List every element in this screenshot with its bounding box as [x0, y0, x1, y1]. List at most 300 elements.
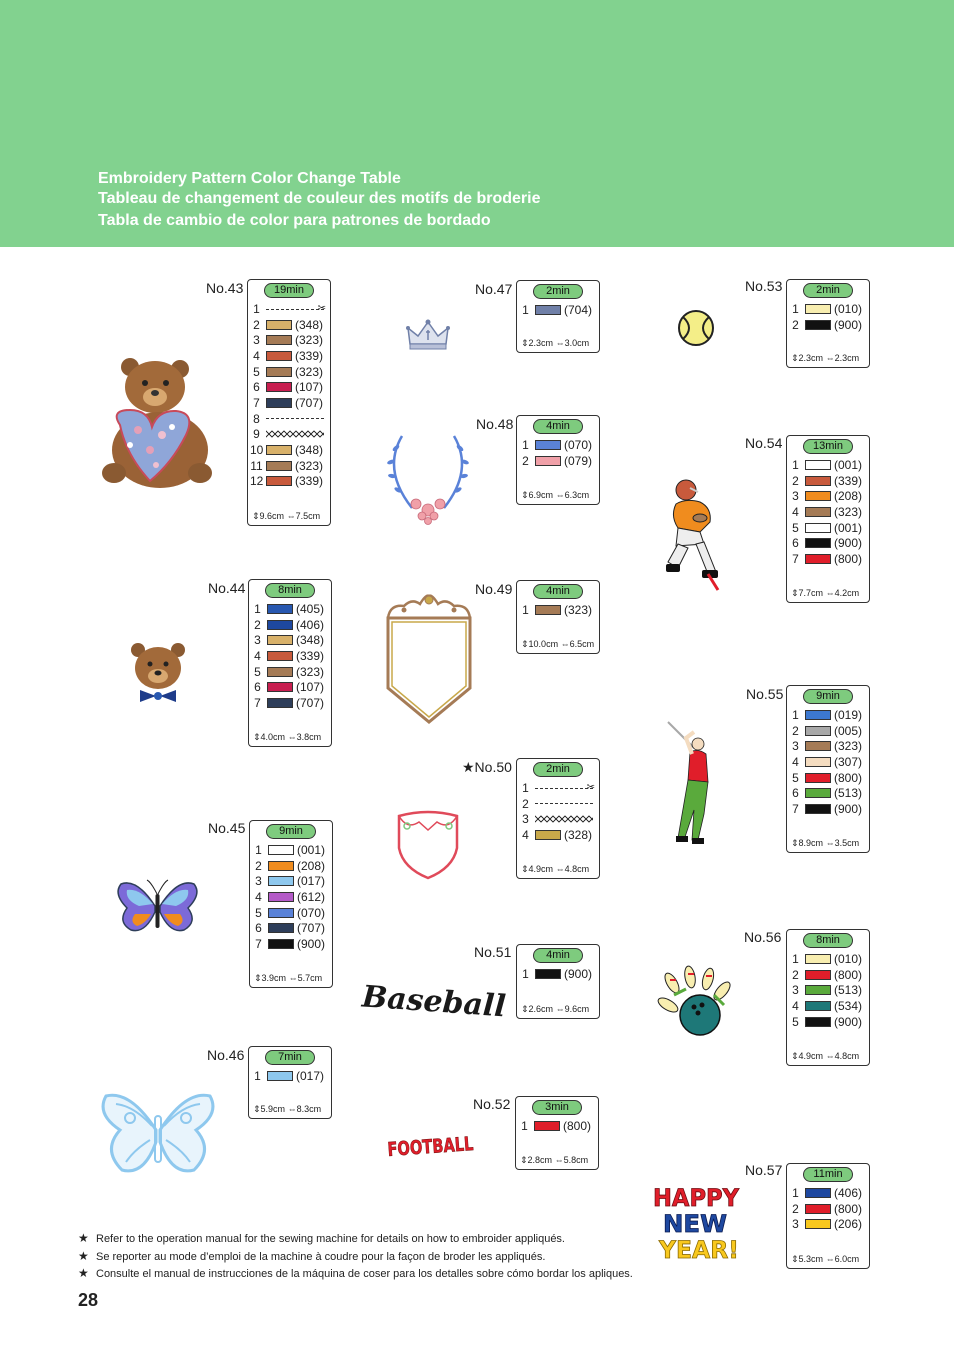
scissors-icon: ✂ [586, 781, 595, 793]
pattern-width: 5.7cm [297, 973, 323, 983]
height-arrow-icon: ⇕ [521, 639, 529, 649]
step-number: 1 [522, 966, 529, 981]
color-row [789, 535, 867, 551]
thread-code: (001) [297, 842, 326, 857]
color-row [251, 1068, 329, 1084]
thread-color-swatch [268, 892, 294, 902]
height-arrow-icon: ⇕ [520, 1155, 528, 1165]
step-number: 1 [792, 1185, 799, 1200]
pattern-height: 6.9cm [528, 490, 554, 500]
pattern-label-54: No.54 [745, 435, 783, 451]
thread-code: (323) [564, 602, 593, 617]
step-number: 5 [792, 1014, 799, 1029]
pattern-label-49: No.49 [475, 581, 513, 597]
title-french: Tableau de changement de couleur des motifs de broderie [98, 190, 541, 207]
step-number: 1 [254, 1068, 261, 1083]
cutting-line [535, 781, 595, 793]
pattern-width: 4.8cm [564, 864, 590, 874]
width-arrow-icon: ⇔ [553, 864, 565, 874]
width-arrow-icon: ⇔ [552, 1155, 564, 1165]
width-arrow-icon: ⇔ [823, 1051, 835, 1061]
color-row [250, 301, 328, 317]
thread-code: (348) [295, 317, 324, 332]
thread-color-swatch [805, 757, 831, 767]
color-row [252, 920, 330, 936]
thread-color-swatch [535, 440, 561, 450]
step-number: 6 [792, 786, 799, 801]
color-row [251, 617, 329, 633]
step-number: 7 [792, 551, 799, 566]
thread-code: (800) [834, 551, 863, 566]
thread-code: (323) [834, 739, 863, 754]
step-number: 9 [253, 427, 260, 442]
color-list [519, 437, 597, 468]
pattern-size [521, 864, 589, 875]
color-list [789, 457, 867, 567]
thread-color-swatch [805, 507, 831, 517]
thread-color-swatch [805, 523, 831, 533]
thread-color-swatch [266, 445, 292, 455]
color-row [252, 905, 330, 921]
svg-text:Baseball: Baseball [360, 979, 507, 1025]
time-badge: 4min [533, 584, 583, 599]
small-bear-image [128, 640, 188, 702]
applique-shield-image [393, 808, 463, 880]
time-badge: 13min [803, 439, 853, 454]
crown-image [406, 318, 450, 350]
pattern-width: 2.3cm [834, 353, 860, 363]
zigzag-stitch-line [535, 815, 593, 823]
thread-code: (001) [834, 457, 863, 472]
color-row [251, 679, 329, 695]
thread-color-swatch [805, 1001, 831, 1011]
scissors-icon: ✂ [317, 302, 326, 314]
color-row [519, 453, 597, 469]
thread-color-swatch [805, 1188, 831, 1198]
color-list [518, 1118, 596, 1134]
color-row [519, 437, 597, 453]
time-badge: 2min [533, 762, 583, 777]
thread-code: (900) [834, 536, 863, 551]
step-number: 2 [522, 796, 529, 811]
step-number: 4 [522, 827, 529, 842]
pattern-height: 4.9cm [798, 1051, 824, 1061]
step-number: 2 [522, 453, 529, 468]
thread-color-swatch [268, 923, 294, 933]
step-number: 6 [253, 380, 260, 395]
step-number: 1 [522, 437, 529, 452]
pattern-size [791, 1051, 859, 1062]
color-row [789, 770, 867, 786]
blue-butterfly-outline-image [100, 1090, 216, 1178]
color-card-46 [248, 1046, 332, 1119]
pattern-height: 2.8cm [527, 1155, 553, 1165]
star-icon: ★ [78, 1249, 89, 1263]
cutting-line [266, 302, 326, 314]
thread-code: (019) [834, 707, 863, 722]
thread-color-swatch [805, 476, 831, 486]
width-arrow-icon: ⇔ [823, 353, 835, 363]
color-row [789, 520, 867, 536]
thread-color-swatch [805, 1219, 831, 1229]
step-number: 2 [254, 617, 261, 632]
thread-code: (900) [834, 1014, 863, 1029]
color-card-49 [516, 580, 600, 654]
thread-color-swatch [805, 804, 831, 814]
pattern-label-52: No.52 [473, 1096, 511, 1112]
height-arrow-icon: ⇕ [253, 732, 261, 742]
pattern-label-56: No.56 [744, 929, 782, 945]
thread-color-swatch [805, 710, 831, 720]
pattern-height: 8.9cm [798, 838, 824, 848]
step-number: 8 [253, 411, 260, 426]
thread-color-swatch [267, 635, 293, 645]
step-number: 7 [253, 395, 260, 410]
color-list [789, 1185, 867, 1232]
width-arrow-icon: ⇔ [558, 639, 570, 649]
thread-code: (323) [296, 664, 325, 679]
pattern-size [791, 838, 859, 849]
thread-code: (339) [295, 474, 324, 489]
pattern-width: 6.5cm [569, 639, 595, 649]
step-number: 5 [792, 520, 799, 535]
step-number: 2 [792, 723, 799, 738]
pattern-height: 5.9cm [260, 1104, 286, 1114]
thread-code: (070) [297, 905, 326, 920]
thread-color-swatch [267, 1071, 293, 1081]
color-row [519, 811, 597, 827]
happy-new-year-image [651, 1180, 743, 1262]
thread-code: (328) [564, 827, 593, 842]
time-badge: 4min [533, 419, 583, 434]
step-number: 2 [255, 858, 262, 873]
step-number: 2 [792, 473, 799, 488]
thread-code: (339) [295, 348, 324, 363]
color-row [519, 827, 597, 843]
step-number: 4 [255, 889, 262, 904]
pattern-height: 3.9cm [261, 973, 287, 983]
step-number: 2 [792, 967, 799, 982]
bowling-pins-ball-image [660, 965, 734, 1039]
placement-line [266, 418, 324, 419]
tennis-ball-image [677, 309, 715, 347]
pattern-size [520, 1155, 588, 1166]
step-number: 5 [254, 664, 261, 679]
thread-color-swatch [805, 985, 831, 995]
step-number: 3 [792, 983, 799, 998]
thread-code: (707) [296, 695, 325, 710]
color-row [789, 951, 867, 967]
thread-color-swatch [268, 861, 294, 871]
color-row [789, 801, 867, 817]
thread-code: (070) [564, 437, 593, 452]
pattern-height: 2.3cm [528, 338, 554, 348]
page-number: 28 [78, 1290, 99, 1310]
svg-text:FOOTBALL: FOOTBALL [386, 1131, 500, 1161]
color-row [252, 889, 330, 905]
width-arrow-icon: ⇔ [285, 732, 297, 742]
color-row [252, 936, 330, 952]
color-row [250, 458, 328, 474]
thread-code: (348) [296, 633, 325, 648]
color-row [519, 796, 597, 812]
color-list [251, 601, 329, 711]
pattern-size [521, 639, 594, 650]
height-arrow-icon: ⇕ [521, 864, 529, 874]
pattern-size [254, 973, 322, 984]
thread-code: (001) [834, 520, 863, 535]
thread-code: (208) [834, 489, 863, 504]
thread-code: (900) [834, 801, 863, 816]
height-arrow-icon: ⇕ [791, 838, 799, 848]
thread-code: (513) [834, 786, 863, 801]
step-number: 5 [255, 905, 262, 920]
footnote-english: ★ Refer to the operation manual for the sewing machine for details on how to embroider appliqués. [78, 1231, 565, 1245]
thread-code: (107) [296, 680, 325, 695]
thread-code: (010) [834, 951, 863, 966]
color-row [250, 332, 328, 348]
color-card-54 [786, 435, 870, 603]
pattern-label-55: No.55 [746, 686, 784, 702]
width-arrow-icon: ⇔ [553, 1004, 565, 1014]
pattern-height: 2.6cm [528, 1004, 554, 1014]
color-card-43 [247, 279, 331, 526]
title-spanish: Tabla de cambio de color para patrones de bordado [98, 212, 491, 229]
thread-code: (513) [834, 983, 863, 998]
star-icon: ★ [78, 1266, 89, 1280]
time-badge: 2min [533, 284, 583, 299]
time-badge: 8min [803, 933, 853, 948]
header-banner [0, 0, 954, 247]
thread-color-swatch [266, 335, 292, 345]
color-card-56 [786, 929, 870, 1066]
color-list [789, 951, 867, 1029]
pattern-size [521, 338, 589, 349]
step-number: 3 [253, 333, 260, 348]
color-card-44 [248, 579, 332, 747]
step-number: 5 [253, 364, 260, 379]
height-arrow-icon: ⇕ [791, 588, 799, 598]
thread-code: (206) [834, 1217, 863, 1232]
thread-color-swatch [266, 476, 292, 486]
color-list [789, 301, 867, 332]
pattern-label-53: No.53 [745, 278, 783, 294]
width-arrow-icon: ⇔ [286, 973, 298, 983]
thread-color-swatch [267, 620, 293, 630]
thread-code: (704) [564, 302, 593, 317]
step-number: 4 [792, 998, 799, 1013]
step-number: 4 [792, 504, 799, 519]
time-badge: 2min [803, 283, 853, 298]
color-row [789, 317, 867, 333]
thread-code: (208) [297, 858, 326, 873]
color-row [251, 632, 329, 648]
width-arrow-icon: ⇔ [823, 1254, 835, 1264]
time-badge: 8min [265, 583, 315, 598]
pattern-size [521, 1004, 589, 1015]
time-badge: 3min [532, 1100, 582, 1115]
color-row [789, 301, 867, 317]
teddy-bear-heart-image [100, 355, 215, 490]
color-card-51 [516, 944, 600, 1019]
step-number: 3 [792, 489, 799, 504]
pattern-height: 4.0cm [260, 732, 286, 742]
thread-code: (405) [296, 601, 325, 616]
width-arrow-icon: ⇔ [285, 1104, 297, 1114]
baseball-script-image [358, 975, 507, 1025]
thread-code: (406) [296, 617, 325, 632]
thread-color-swatch [535, 969, 561, 979]
footnote-french: ★ Se reporter au mode d’emploi de la machine à coudre pour la façon de broder les appliqués. [78, 1249, 546, 1263]
color-card-52 [515, 1096, 599, 1170]
football-text-image [383, 1115, 500, 1167]
golfer-image [664, 718, 728, 848]
color-list [519, 966, 597, 982]
pattern-width: 6.0cm [834, 1254, 860, 1264]
color-list [519, 602, 597, 618]
football-player-image [662, 478, 730, 596]
color-list [251, 1068, 329, 1084]
step-number: 4 [792, 754, 799, 769]
step-number: 6 [792, 536, 799, 551]
step-number: 1 [522, 780, 529, 795]
thread-color-swatch [805, 320, 831, 330]
step-number: 1 [522, 302, 529, 317]
color-card-48 [516, 415, 600, 505]
color-row [252, 873, 330, 889]
color-row [251, 664, 329, 680]
svg-text:HAPPY: HAPPY [653, 1184, 740, 1212]
thread-color-swatch [805, 1204, 831, 1214]
pattern-label-47: No.47 [475, 281, 513, 297]
thread-color-swatch [266, 398, 292, 408]
thread-code: (348) [295, 443, 324, 458]
thread-color-swatch [805, 1017, 831, 1027]
thread-color-swatch [535, 830, 561, 840]
thread-color-swatch [266, 351, 292, 361]
thread-color-swatch [805, 954, 831, 964]
pattern-label-51: No.51 [474, 944, 512, 960]
color-row [789, 754, 867, 770]
thread-color-swatch [268, 908, 294, 918]
thread-code: (010) [834, 301, 863, 316]
color-row [789, 1185, 867, 1201]
step-number: 7 [255, 936, 262, 951]
pattern-width: 3.0cm [564, 338, 590, 348]
thread-color-swatch [805, 788, 831, 798]
color-list [519, 780, 597, 843]
time-badge: 7min [265, 1050, 315, 1065]
time-badge: 9min [803, 689, 853, 704]
thread-code: (307) [834, 754, 863, 769]
placement-line [535, 803, 593, 804]
pattern-width: 6.3cm [564, 490, 590, 500]
color-row [789, 551, 867, 567]
pattern-height: 10.0cm [528, 639, 559, 649]
pattern-label-43: No.43 [206, 280, 244, 296]
step-number: 3 [255, 874, 262, 889]
pattern-size [791, 588, 859, 599]
color-row [789, 967, 867, 983]
pattern-width: 4.2cm [834, 588, 860, 598]
thread-code: (323) [834, 504, 863, 519]
color-row [789, 1216, 867, 1232]
height-arrow-icon: ⇕ [254, 973, 262, 983]
thread-code: (800) [834, 770, 863, 785]
color-row [789, 785, 867, 801]
step-number: 1 [792, 301, 799, 316]
thread-code: (900) [564, 966, 593, 981]
thread-code: (017) [296, 1068, 325, 1083]
color-row [250, 474, 328, 490]
time-badge: 9min [266, 824, 316, 839]
thread-color-swatch [268, 939, 294, 949]
height-arrow-icon: ⇕ [791, 353, 799, 363]
thread-color-swatch [267, 682, 293, 692]
thread-color-swatch [805, 773, 831, 783]
color-row [789, 488, 867, 504]
color-row [518, 1118, 596, 1134]
step-number: 1 [521, 1118, 528, 1133]
step-number: 3 [522, 812, 529, 827]
thread-code: (800) [834, 967, 863, 982]
step-number: 1 [253, 301, 260, 316]
pattern-width: 8.3cm [296, 1104, 322, 1114]
color-card-53 [786, 279, 870, 368]
step-number: 1 [254, 601, 261, 616]
pattern-label-48: No.48 [476, 416, 514, 432]
thread-code: (323) [295, 458, 324, 473]
thread-color-swatch [267, 651, 293, 661]
thread-code: (339) [834, 473, 863, 488]
thread-color-swatch [267, 667, 293, 677]
thread-code: (707) [297, 921, 326, 936]
time-badge: 11min [803, 1167, 853, 1182]
pattern-width: 3.5cm [834, 838, 860, 848]
thread-code: (800) [834, 1201, 863, 1216]
width-arrow-icon: ⇔ [553, 338, 565, 348]
star-icon: ★ [78, 1231, 89, 1245]
thread-code: (339) [296, 648, 325, 663]
pattern-label-44: No.44 [208, 580, 246, 596]
pattern-width: 7.5cm [295, 511, 321, 521]
thread-color-swatch [534, 1121, 560, 1131]
step-number: 1 [255, 842, 262, 857]
color-row [250, 442, 328, 458]
step-number: 3 [792, 739, 799, 754]
color-row [250, 317, 328, 333]
thread-code: (707) [295, 395, 324, 410]
pattern-height: 5.3cm [798, 1254, 824, 1264]
color-row [250, 427, 328, 443]
color-row [250, 379, 328, 395]
step-number: 1 [792, 951, 799, 966]
pattern-label-57: No.57 [745, 1162, 783, 1178]
pattern-height: 4.9cm [528, 864, 554, 874]
color-row [789, 982, 867, 998]
step-number: 7 [254, 695, 261, 710]
color-row [250, 395, 328, 411]
time-badge: 19min [264, 283, 314, 298]
pattern-size [791, 353, 859, 364]
pattern-size [521, 490, 589, 501]
step-number: 2 [792, 1201, 799, 1216]
title-english: Embroidery Pattern Color Change Table [98, 170, 401, 187]
pattern-size [252, 511, 320, 522]
color-row [252, 842, 330, 858]
step-number: 1 [792, 707, 799, 722]
color-list [789, 707, 867, 817]
